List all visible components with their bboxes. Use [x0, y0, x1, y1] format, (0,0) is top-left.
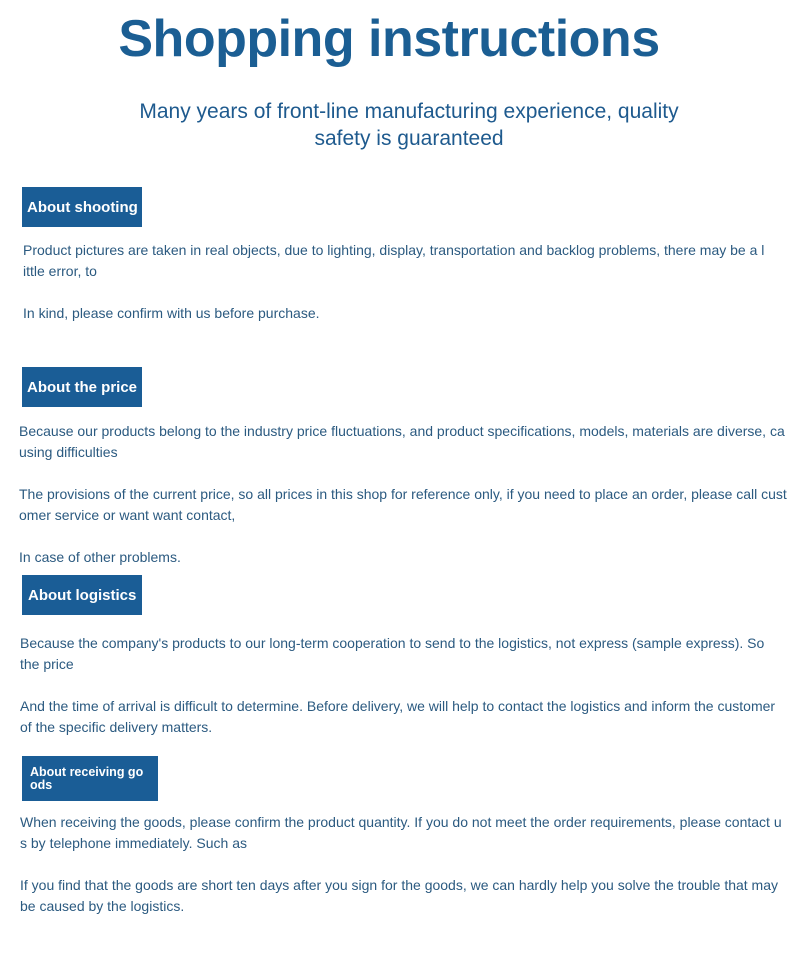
receiving-paragraph-2: If you find that the goods are short ten days after you sign for the goods, we can hardly help you solve the trouble that may be caused by the logistics.	[20, 877, 779, 914]
shooting-paragraph-2: In kind, please confirm with us before purchase.	[23, 305, 320, 321]
section-tag-logistics: About logistics	[22, 575, 142, 615]
logistics-paragraph-2: And the time of arrival is difficult to determine. Before delivery, we will help to contact the logistics and inform the customer of the specific delivery matters.	[20, 698, 776, 735]
price-paragraph-1: Because our products belong to the industry price fluctuations, and product specifications, models, materials are diverse, causing difficulties	[19, 423, 785, 460]
section-tag-receiving-goods: About receiving goods	[22, 756, 158, 801]
section-tag-shooting: About shooting	[22, 187, 142, 227]
price-paragraph-2: The provisions of the current price, so all prices in this shop for reference only, if you need to place an order, please call customer service or want want contact,	[19, 486, 787, 523]
page-subtitle: Many years of front-line manufacturing experience, quality safety is guaranteed	[139, 100, 679, 150]
shooting-paragraph-1: Product pictures are taken in real objects, due to lighting, display, transportation and backlog problems, there may be a little error, to	[23, 242, 765, 279]
price-paragraph-3: In case of other problems.	[19, 549, 181, 565]
receiving-paragraph-1: When receiving the goods, please confirm the product quantity. If you do not meet the order requirements, please contact us by telephone immediately. Such as	[20, 814, 782, 851]
logistics-paragraph-1: Because the company's products to our long-term cooperation to send to the logistics, not express (sample express). So the price	[20, 635, 765, 672]
section-tag-price: About the price	[22, 367, 142, 407]
page-title: Shopping instructions	[118, 10, 660, 68]
